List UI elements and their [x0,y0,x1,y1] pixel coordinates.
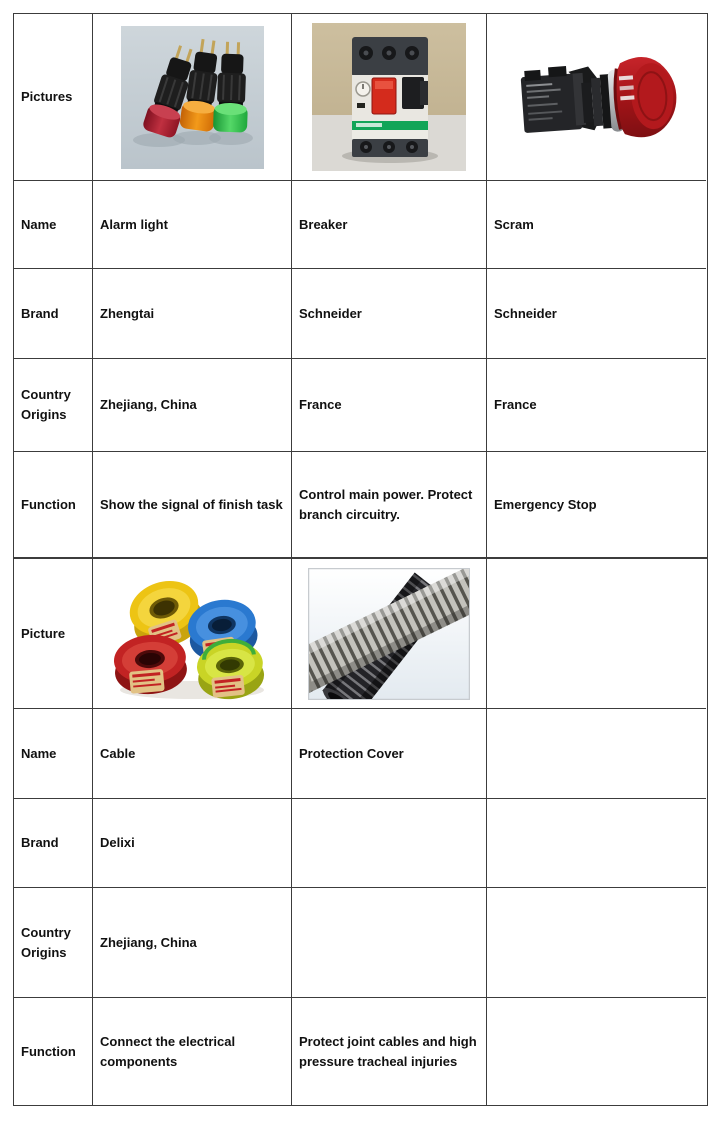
cell-text: Breaker [299,216,348,232]
row-header-label: Country Origins [21,387,71,422]
cell-brand-empty-1 [292,799,487,888]
row-header-function-2 [14,998,93,1105]
cell-text: Cable [100,745,136,761]
cell-country-empty-1 [292,888,487,998]
cell-country-zhejiang-1 [93,359,292,452]
row-header-label: Name [21,745,57,761]
cell-name-cable [93,709,292,799]
components-table-2 [13,558,708,1106]
cell-function-scram [487,452,706,557]
cell-country-france-2 [487,359,706,452]
cell-text: Delixi [100,835,135,850]
cell-function-cable [93,998,292,1105]
cell-brand-schneider-1 [292,269,487,359]
row-header-label: Function [21,496,76,512]
cell-function-empty [487,998,706,1105]
cell-text: France [494,397,537,412]
corrugated-conduits-photo [308,568,470,700]
row-header-name-1 [14,181,93,269]
cell-text: Alarm light [100,216,168,232]
components-table-1 [13,13,708,558]
row-header-brand-2 [14,799,93,888]
cell-function-alarm-light [93,452,292,557]
row-header-label: Brand [21,835,59,850]
cell-text: Zhejiang, China [100,934,197,950]
cell-text: Show the signal of finish task [100,496,283,512]
cell-name-empty [487,709,706,799]
cell-picture-scram [487,14,706,181]
cell-text: Emergency Stop [494,496,597,512]
row-header-country-1 [14,359,93,452]
cell-name-alarm-light [93,181,292,269]
row-header-label: Picture [21,625,66,641]
cell-picture-empty [487,559,706,709]
cell-text: Protection Cover [299,745,404,761]
cable-spools-photo [102,564,282,704]
cell-text: Schneider [299,305,362,321]
cell-name-scram [487,181,706,269]
cell-text: Protect joint cables and high pressure tracheal injuries [299,1033,477,1069]
cell-picture-protection-cover [292,559,487,709]
cell-text: Connect the electrical components [100,1033,236,1069]
cell-picture-breaker [292,14,487,181]
row-header-country-2 [14,888,93,998]
cell-text: Zhejiang, China [100,397,197,412]
row-header-label: Country Origins [21,924,71,960]
cell-function-protection-cover [292,998,487,1105]
cell-brand-delixi [93,799,292,888]
row-header-label: Pictures [21,89,73,104]
cell-country-empty-2 [487,888,706,998]
cell-text: Schneider [494,305,557,321]
row-header-pictures [14,14,93,181]
row-header-label: Function [21,1043,76,1059]
cell-picture-cable [93,559,292,709]
cell-name-breaker [292,181,487,269]
emergency-stop-photo [513,38,681,156]
cell-text: Zhengtai [100,305,155,321]
cell-brand-empty-2 [487,799,706,888]
indicator-lamps-photo [121,26,264,169]
cell-name-protection-cover [292,709,487,799]
row-header-label: Name [21,216,57,232]
row-header-label: Brand [21,305,59,321]
cell-country-zhejiang-2 [93,888,292,998]
row-header-function-1 [14,452,93,557]
circuit-breaker-photo [312,23,466,171]
cell-brand-schneider-2 [487,269,706,359]
cell-text: Scram [494,216,534,232]
cell-country-france-1 [292,359,487,452]
cell-text: Control main power. Protect branch circuitry. [299,486,473,522]
cell-picture-alarm-light [93,14,292,181]
row-header-name-2 [14,709,93,799]
row-header-picture [14,559,93,709]
row-header-brand-1 [14,269,93,359]
cell-function-breaker [292,452,487,557]
cell-text: France [299,397,342,412]
cell-brand-zhengtai [93,269,292,359]
